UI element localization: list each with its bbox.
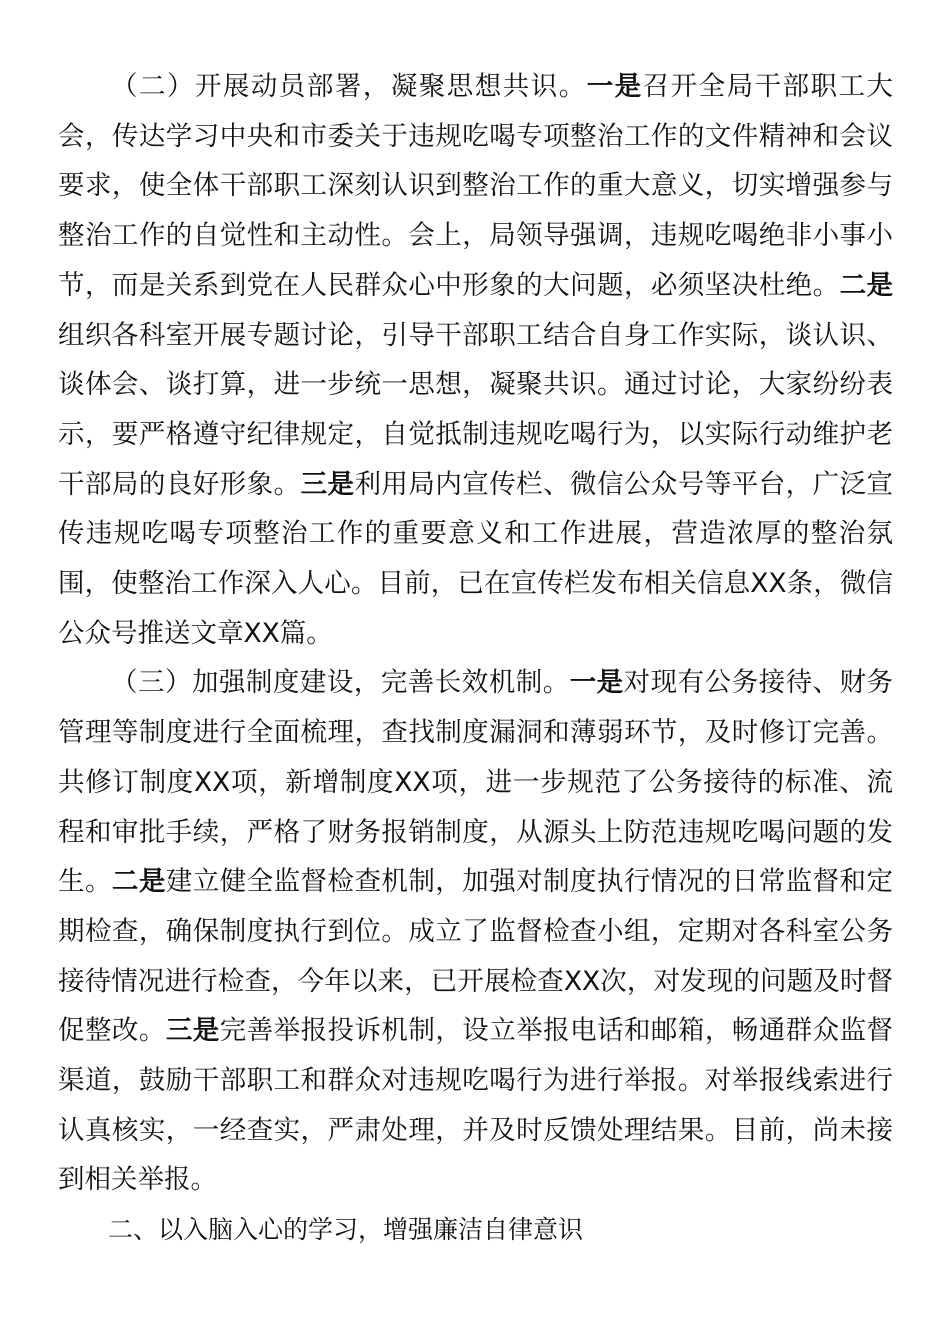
paragraph-text: （三）加强制度建设，完善长效机制。 xyxy=(111,667,570,699)
paragraph-text: 完善举报投诉机制，设立举报电话和邮箱，畅通群众监督渠道，鼓励干部职工和群众对违规吃喝行为进行举报。对举报线索进行认真核实，一经查实，严肃处理，并及时反馈处理结果。目前，尚未接到相关举报。 xyxy=(58,1015,894,1196)
paragraph-text: 召开全局干部职工大会，传达学习中央和市委关于违规吃喝专项整治工作的文件精神和会议要求，使全体干部职工深刻认识到整治工作的重大意义，切实增强参与整治工作的自觉性和主动性。会上，局领导强调，违规吃喝绝非小事小节，而是关系到党在人民群众心中形象的大问题，必须坚决杜绝。 xyxy=(58,71,894,301)
paragraph-text: （二）开展动员部署，凝聚思想共识。 xyxy=(111,71,587,102)
bold-marker: 一是 xyxy=(586,71,643,102)
paragraph-text: 建立健全监督检查机制，加强对制度执行情况的日常监督和定期检查，确保制度执行到位。成立了监督检查小组，定期对各科室公务接待情况进行检查，今年以来，已开展检查XX次，对发现的问题及时督促整改。 xyxy=(58,866,894,1047)
bold-marker: 二是 xyxy=(111,866,166,898)
document-page xyxy=(58,62,893,1255)
paragraph-section-3 xyxy=(58,658,893,1205)
paragraph-text: 对现有公务接待、财务管理等制度进行全面梳理，查找制度漏洞和薄弱环节，及时修订完善。共修订制度XX项，新增制度XX项，进一步规范了公务接待的标准、流程和审批手续，严格了财务报销制度，从源头上防范违规吃喝问题的发生。 xyxy=(58,667,894,898)
paragraph-section-2 xyxy=(58,62,893,658)
bold-marker: 二是 xyxy=(839,269,894,301)
bold-marker: 三是 xyxy=(165,1015,220,1047)
paragraph-text: 组织各科室开展专题讨论，引导干部职工结合自身工作实际，谈认识、谈体会、谈打算，进一步统一思想，凝聚共识。通过讨论，大家纷纷表示，要严格遵守纪律规定，自觉抵制违规吃喝行为，以实际行动维护老干部局的良好形象。 xyxy=(58,319,893,500)
section-heading: 二、以入脑入心的学习，增强廉洁自律意识 xyxy=(108,1215,584,1245)
bold-marker: 一是 xyxy=(569,667,624,699)
bold-marker: 三是 xyxy=(300,468,355,500)
paragraph-text: 利用局内宣传栏、微信公众号等平台，广泛宣传违规吃喝专项整治工作的重要意义和工作进展，营造浓厚的整治氛围，使整治工作深入人心。目前，已在宣传栏发布相关信息XX条，微信公众号推送文章XX篇。 xyxy=(58,468,894,649)
